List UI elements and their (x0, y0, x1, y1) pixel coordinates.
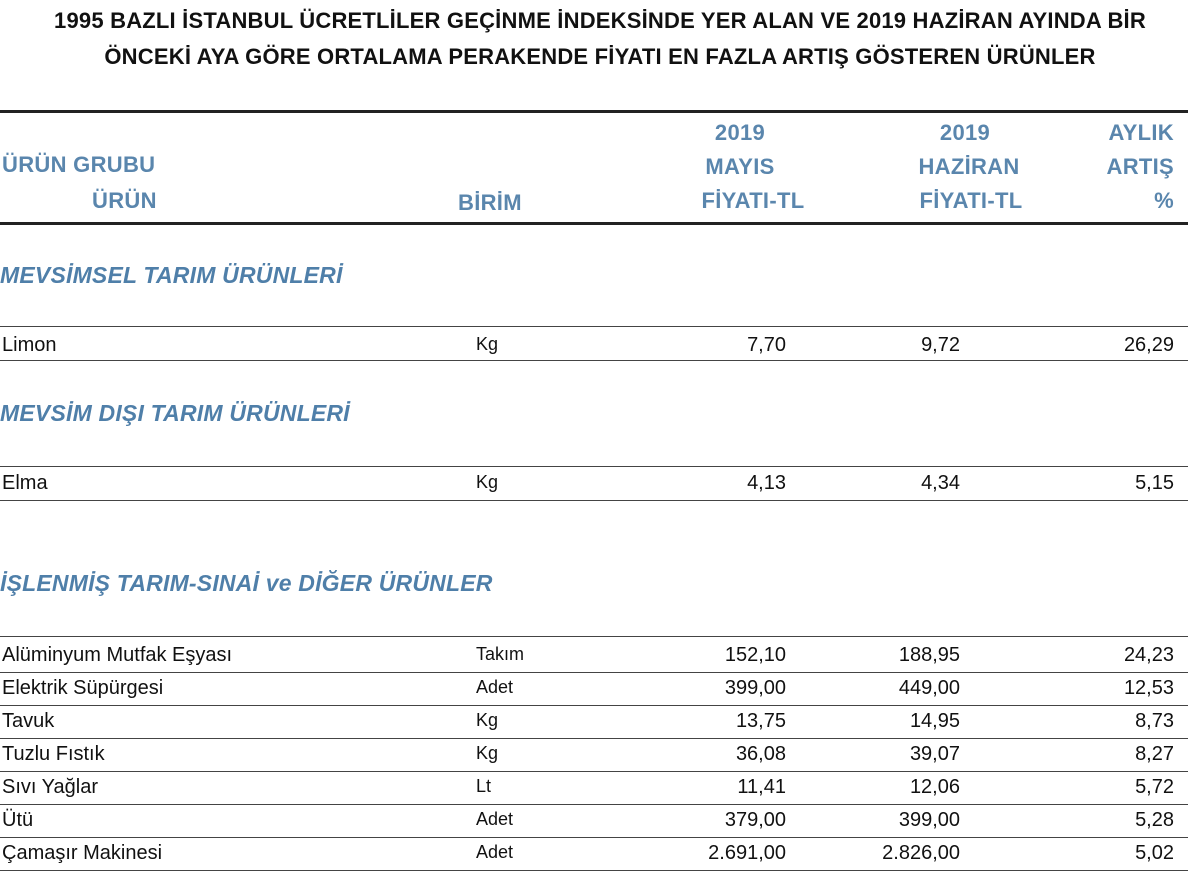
june-price: 12,06 (909, 776, 960, 798)
may-price: 4,13 (747, 472, 786, 494)
product-name: Limon (2, 334, 57, 356)
product-unit: Kg (476, 334, 499, 354)
monthly-increase: 26,29 (1123, 334, 1174, 356)
header-product-group: ÜRÜN GRUBU (2, 152, 156, 177)
monthly-increase: 8,27 (1135, 743, 1174, 765)
june-price: 188,95 (898, 644, 960, 666)
product-name: Elma (2, 472, 48, 494)
row-rule (0, 326, 1188, 327)
product-unit: Adet (476, 677, 514, 697)
row-rule (0, 360, 1188, 361)
row-rule (0, 870, 1188, 871)
header-may-month: MAYIS (705, 154, 775, 179)
header-product: ÜRÜN (92, 188, 157, 213)
row-rule (0, 738, 1188, 739)
june-price: 39,07 (909, 743, 960, 765)
june-price: 449,00 (898, 677, 960, 699)
monthly-increase: 8,73 (1135, 710, 1174, 732)
monthly-increase: 5,72 (1135, 776, 1174, 798)
document-title-line-1: 1995 BAZLI İSTANBUL ÜCRETLİLER GEÇİNME İNDEKSİNDE YER ALAN VE 2019 HAZİRAN AYINDA BİR (54, 8, 1146, 33)
may-price: 13,75 (735, 710, 786, 732)
header-june-price: FİYATI-TL (919, 188, 1023, 213)
product-name: Tavuk (2, 710, 55, 732)
product-unit: Lt (476, 776, 492, 796)
row-rule (0, 500, 1188, 501)
monthly-increase: 5,15 (1135, 472, 1174, 494)
header-bottom-rule (0, 222, 1188, 225)
header-top-rule (0, 110, 1188, 113)
may-price: 11,41 (737, 776, 786, 798)
monthly-increase: 12,53 (1123, 677, 1174, 699)
section-title-seasonal: MEVSİMSEL TARIM ÜRÜNLERİ (0, 262, 343, 288)
may-price: 2.691,00 (708, 842, 786, 864)
row-rule (0, 804, 1188, 805)
product-name: Alüminyum Mutfak Eşyası (2, 644, 233, 666)
product-unit: Kg (476, 710, 499, 730)
row-rule (0, 705, 1188, 706)
monthly-increase: 5,02 (1135, 842, 1174, 864)
header-may-price: FİYATI-TL (701, 188, 805, 213)
monthly-increase: 5,28 (1135, 809, 1174, 831)
section-title-off-season: MEVSİM DIŞI TARIM ÜRÜNLERİ (0, 400, 350, 426)
june-price: 399,00 (898, 809, 960, 831)
product-name: Elektrik Süpürgesi (2, 677, 164, 699)
header-increase: ARTIŞ (1106, 154, 1174, 179)
row-rule (0, 636, 1188, 637)
header-unit: BİRİM (458, 190, 522, 215)
product-unit: Kg (476, 743, 499, 763)
product-name: Ütü (2, 809, 34, 831)
document-title-line-2: ÖNCEKİ AYA GÖRE ORTALAMA PERAKENDE FİYATI EN FAZLA ARTIŞ GÖSTEREN ÜRÜNLER (104, 44, 1096, 69)
may-price: 152,10 (724, 644, 786, 666)
header-may-year: 2019 (714, 120, 766, 145)
may-price: 379,00 (724, 809, 786, 831)
section-title-processed: İŞLENMİŞ TARIM-SINAİ ve DİĞER ÜRÜNLER (0, 570, 493, 596)
header-percent: % (1154, 188, 1174, 213)
row-rule (0, 837, 1188, 838)
june-price: 2.826,00 (882, 842, 960, 864)
monthly-increase: 24,23 (1123, 644, 1174, 666)
june-price: 4,34 (921, 472, 960, 494)
product-name: Tuzlu Fıstık (2, 743, 105, 765)
may-price: 7,70 (747, 334, 786, 356)
row-rule (0, 771, 1188, 772)
row-rule (0, 466, 1188, 467)
june-price: 14,95 (909, 710, 960, 732)
june-price: 9,72 (921, 334, 960, 356)
header-june-year: 2019 (939, 120, 991, 145)
row-rule (0, 672, 1188, 673)
product-unit: Kg (476, 472, 499, 492)
header-june-month: HAZİRAN (918, 154, 1020, 179)
product-name: Sıvı Yağlar (2, 776, 98, 798)
product-name: Çamaşır Makinesi (2, 842, 163, 864)
product-unit: Takım (476, 644, 525, 664)
product-unit: Adet (476, 842, 514, 862)
product-unit: Adet (476, 809, 514, 829)
may-price: 36,08 (735, 743, 786, 765)
header-monthly: AYLIK (1108, 120, 1174, 145)
may-price: 399,00 (724, 677, 786, 699)
